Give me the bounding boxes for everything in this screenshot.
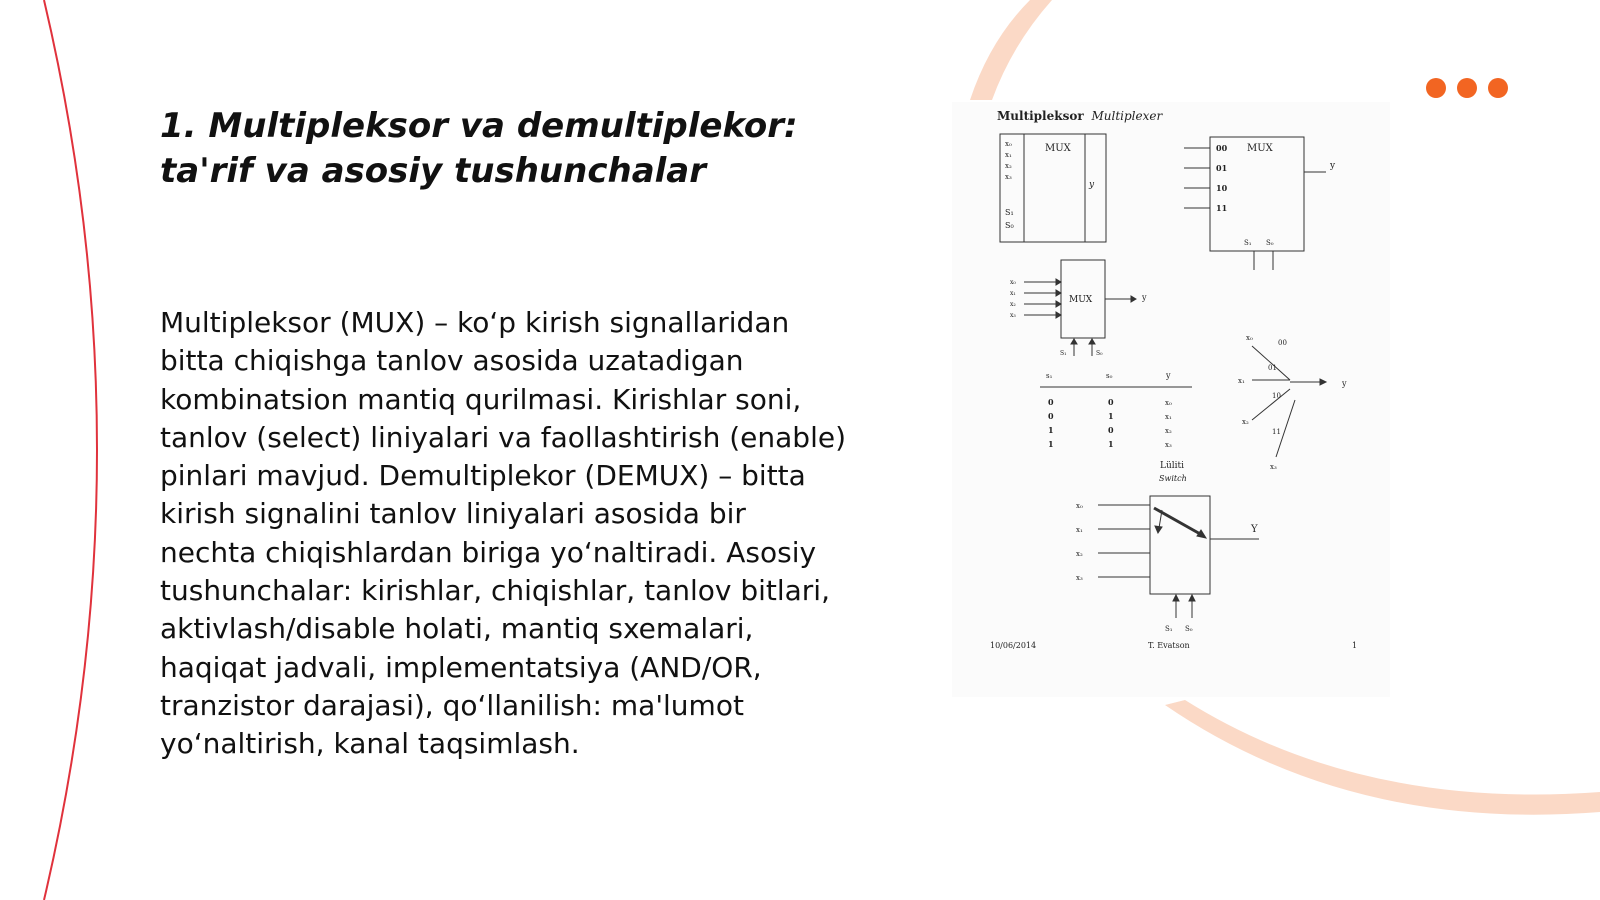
fan-code-10: 10 bbox=[1272, 392, 1281, 400]
mux2-code-01: 01 bbox=[1216, 163, 1228, 173]
truth-r3-y: x₂ bbox=[1165, 427, 1172, 435]
title-line-1: 1. Multipleksor va demultiplekor: bbox=[160, 106, 798, 146]
switch-input-3: x₃ bbox=[1076, 574, 1083, 582]
truth-r2-s1: 0 bbox=[1048, 411, 1054, 421]
truth-table bbox=[1040, 371, 1192, 449]
dot-3 bbox=[1488, 78, 1508, 98]
switch-label: Lüliti bbox=[1160, 461, 1185, 471]
left-red-curve bbox=[44, 0, 97, 900]
mux1-input-3: x₃ bbox=[1005, 173, 1012, 181]
mux2-code-11: 11 bbox=[1216, 203, 1228, 213]
mux3-select-1: S₁ bbox=[1060, 350, 1067, 357]
dot-2 bbox=[1457, 78, 1477, 98]
mux1-output: y bbox=[1089, 180, 1095, 190]
switch-input-2: x₂ bbox=[1076, 550, 1083, 558]
decorative-dots bbox=[1426, 78, 1508, 98]
mux3-input-0: x₀ bbox=[1010, 279, 1016, 286]
truth-r2-y: x₁ bbox=[1165, 413, 1172, 421]
fan-input-0: x₀ bbox=[1246, 334, 1253, 342]
switch-select-0: S₀ bbox=[1185, 625, 1193, 633]
mux1-label: MUX bbox=[1045, 143, 1071, 154]
multiplexer-diagram bbox=[952, 102, 1390, 697]
fan-code-01: 01 bbox=[1268, 364, 1277, 372]
mux1-input-2: x₂ bbox=[1005, 162, 1012, 170]
truth-header-y: y bbox=[1166, 371, 1171, 380]
mux2-select-1: S₁ bbox=[1244, 239, 1252, 247]
mux2-code-00: 00 bbox=[1216, 143, 1228, 153]
truth-r4-s1: 1 bbox=[1048, 439, 1054, 449]
switch-output: Y bbox=[1251, 524, 1258, 535]
truth-r3-s0: 0 bbox=[1108, 425, 1114, 435]
switch-label-en: Switch bbox=[1159, 474, 1187, 483]
switch-block bbox=[1098, 496, 1259, 618]
top-peach-arc bbox=[970, 0, 1052, 100]
slide-title bbox=[160, 104, 800, 194]
figure-header bbox=[997, 109, 1163, 123]
switch-select-1: S₁ bbox=[1165, 625, 1173, 633]
truth-r1-y: x₀ bbox=[1165, 399, 1172, 407]
fan-code-00: 00 bbox=[1278, 339, 1287, 347]
slide-body-text: Multipleksor (MUX) – ko‘p kirish signallaridan bitta chiqishga tanlov asosida uzatadigan kombinatsion mantiq qurilmasi. Kirishlar soni, tanlov (select) liniyalari va faollashtirish (enable) pinlari mavjud. Demultiplekor (DEMUX) – bitta kirish signalini tanlov liniyalari asosida bir nechta chiqishlardan biriga yo‘naltiradi. Asosiy tushunchalar: kirishlar, chiqishlar, tanlov bitlari, aktivlash/disable holati, mantiq sxemalari, haqiqat jadvali, implementatsiya (AND/OR, tranzistor darajasi), qo‘llanilish: ma'lumot yo‘naltirish, kanal taqsimlash. bbox=[160, 306, 847, 761]
figure-header-bold: Multipleksor bbox=[997, 109, 1084, 123]
multiplexer-figure bbox=[952, 102, 1390, 697]
figure-header-italic: Multiplexer bbox=[1091, 109, 1163, 123]
mux2-output: y bbox=[1330, 161, 1336, 171]
fan-output: y bbox=[1342, 379, 1347, 388]
mux3-label: MUX bbox=[1069, 295, 1093, 305]
mux1-input-1: x₁ bbox=[1005, 151, 1012, 159]
dot-1 bbox=[1426, 78, 1446, 98]
fan-input-3: x₃ bbox=[1270, 463, 1277, 471]
switch-input-0: x₀ bbox=[1076, 502, 1083, 510]
truth-header-s1: s₁ bbox=[1046, 372, 1053, 380]
truth-r4-y: x₃ bbox=[1165, 441, 1172, 449]
truth-r1-s0: 0 bbox=[1108, 397, 1114, 407]
mux3-output: y bbox=[1142, 293, 1147, 302]
fan-code-11: 11 bbox=[1272, 428, 1281, 436]
mux2-code-10: 10 bbox=[1216, 183, 1228, 193]
title-line-2: ta'rif va asosiy tushunchalar bbox=[160, 151, 707, 191]
mux2-select-0: S₀ bbox=[1266, 239, 1274, 247]
mux2-label: MUX bbox=[1247, 143, 1273, 154]
mux3-input-2: x₂ bbox=[1010, 301, 1016, 308]
mux1-select-0: S₀ bbox=[1005, 221, 1014, 230]
mux1-input-0: x₀ bbox=[1005, 140, 1012, 148]
truth-r4-s0: 1 bbox=[1108, 439, 1114, 449]
fan-input-1: x₁ bbox=[1238, 377, 1245, 385]
truth-r2-s0: 1 bbox=[1108, 411, 1114, 421]
mux1-select-1: S₁ bbox=[1005, 208, 1014, 217]
fan-input-2: x₂ bbox=[1242, 418, 1249, 426]
truth-r1-s1: 0 bbox=[1048, 397, 1054, 407]
mux-block-3 bbox=[1024, 260, 1136, 356]
mux3-input-1: x₁ bbox=[1010, 290, 1016, 297]
mux-block-2 bbox=[1184, 137, 1326, 270]
figure-footer-page: 1 bbox=[1352, 641, 1358, 650]
mux3-input-3: x₃ bbox=[1010, 312, 1016, 319]
bottom-peach-arc bbox=[1165, 700, 1600, 815]
mux3-select-0: S₀ bbox=[1096, 350, 1103, 357]
mux-fan-symbol bbox=[1252, 346, 1326, 457]
truth-header-s0: s₀ bbox=[1106, 372, 1113, 380]
truth-r3-s1: 1 bbox=[1048, 425, 1054, 435]
switch-input-1: x₁ bbox=[1076, 526, 1083, 534]
figure-footer-author: T. Evatson bbox=[1148, 641, 1190, 650]
figure-footer-date: 10/06/2014 bbox=[990, 641, 1037, 650]
